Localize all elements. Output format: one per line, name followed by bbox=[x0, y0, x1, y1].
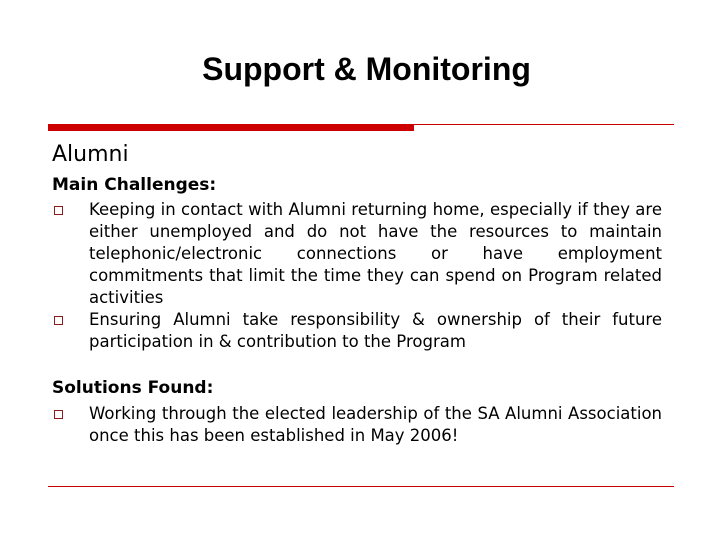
list-item bbox=[52, 403, 662, 447]
list-item-text: Keeping in contact with Alumni returning home, especially if they are either unemployed and do not have the resources to maintain telephonic/electronic connections or have employment commitments that limit the time they can spend on Program related activities bbox=[89, 200, 662, 307]
challenges-list bbox=[52, 199, 662, 353]
solutions-label: Solutions Found: bbox=[52, 378, 214, 398]
footer-rule bbox=[48, 486, 674, 487]
challenges-label: Main Challenges: bbox=[52, 175, 217, 195]
square-bullet-icon bbox=[54, 316, 63, 325]
list-item bbox=[52, 309, 662, 353]
solutions-list bbox=[52, 403, 662, 447]
list-item-text: Ensuring Alumni take responsibility & ownership of their future participation in & contribution to the Program bbox=[89, 310, 662, 351]
title-underline-thin bbox=[414, 124, 674, 125]
square-bullet-icon bbox=[54, 410, 63, 419]
title-underline-accent bbox=[48, 124, 414, 131]
list-item-text: Working through the elected leadership of the SA Alumni Association once this has been established in May 2006! bbox=[89, 404, 662, 445]
section-heading: Alumni bbox=[52, 142, 129, 167]
square-bullet-icon bbox=[54, 206, 63, 215]
slide-title: Support & Monitoring bbox=[202, 51, 531, 87]
list-item bbox=[52, 199, 662, 309]
